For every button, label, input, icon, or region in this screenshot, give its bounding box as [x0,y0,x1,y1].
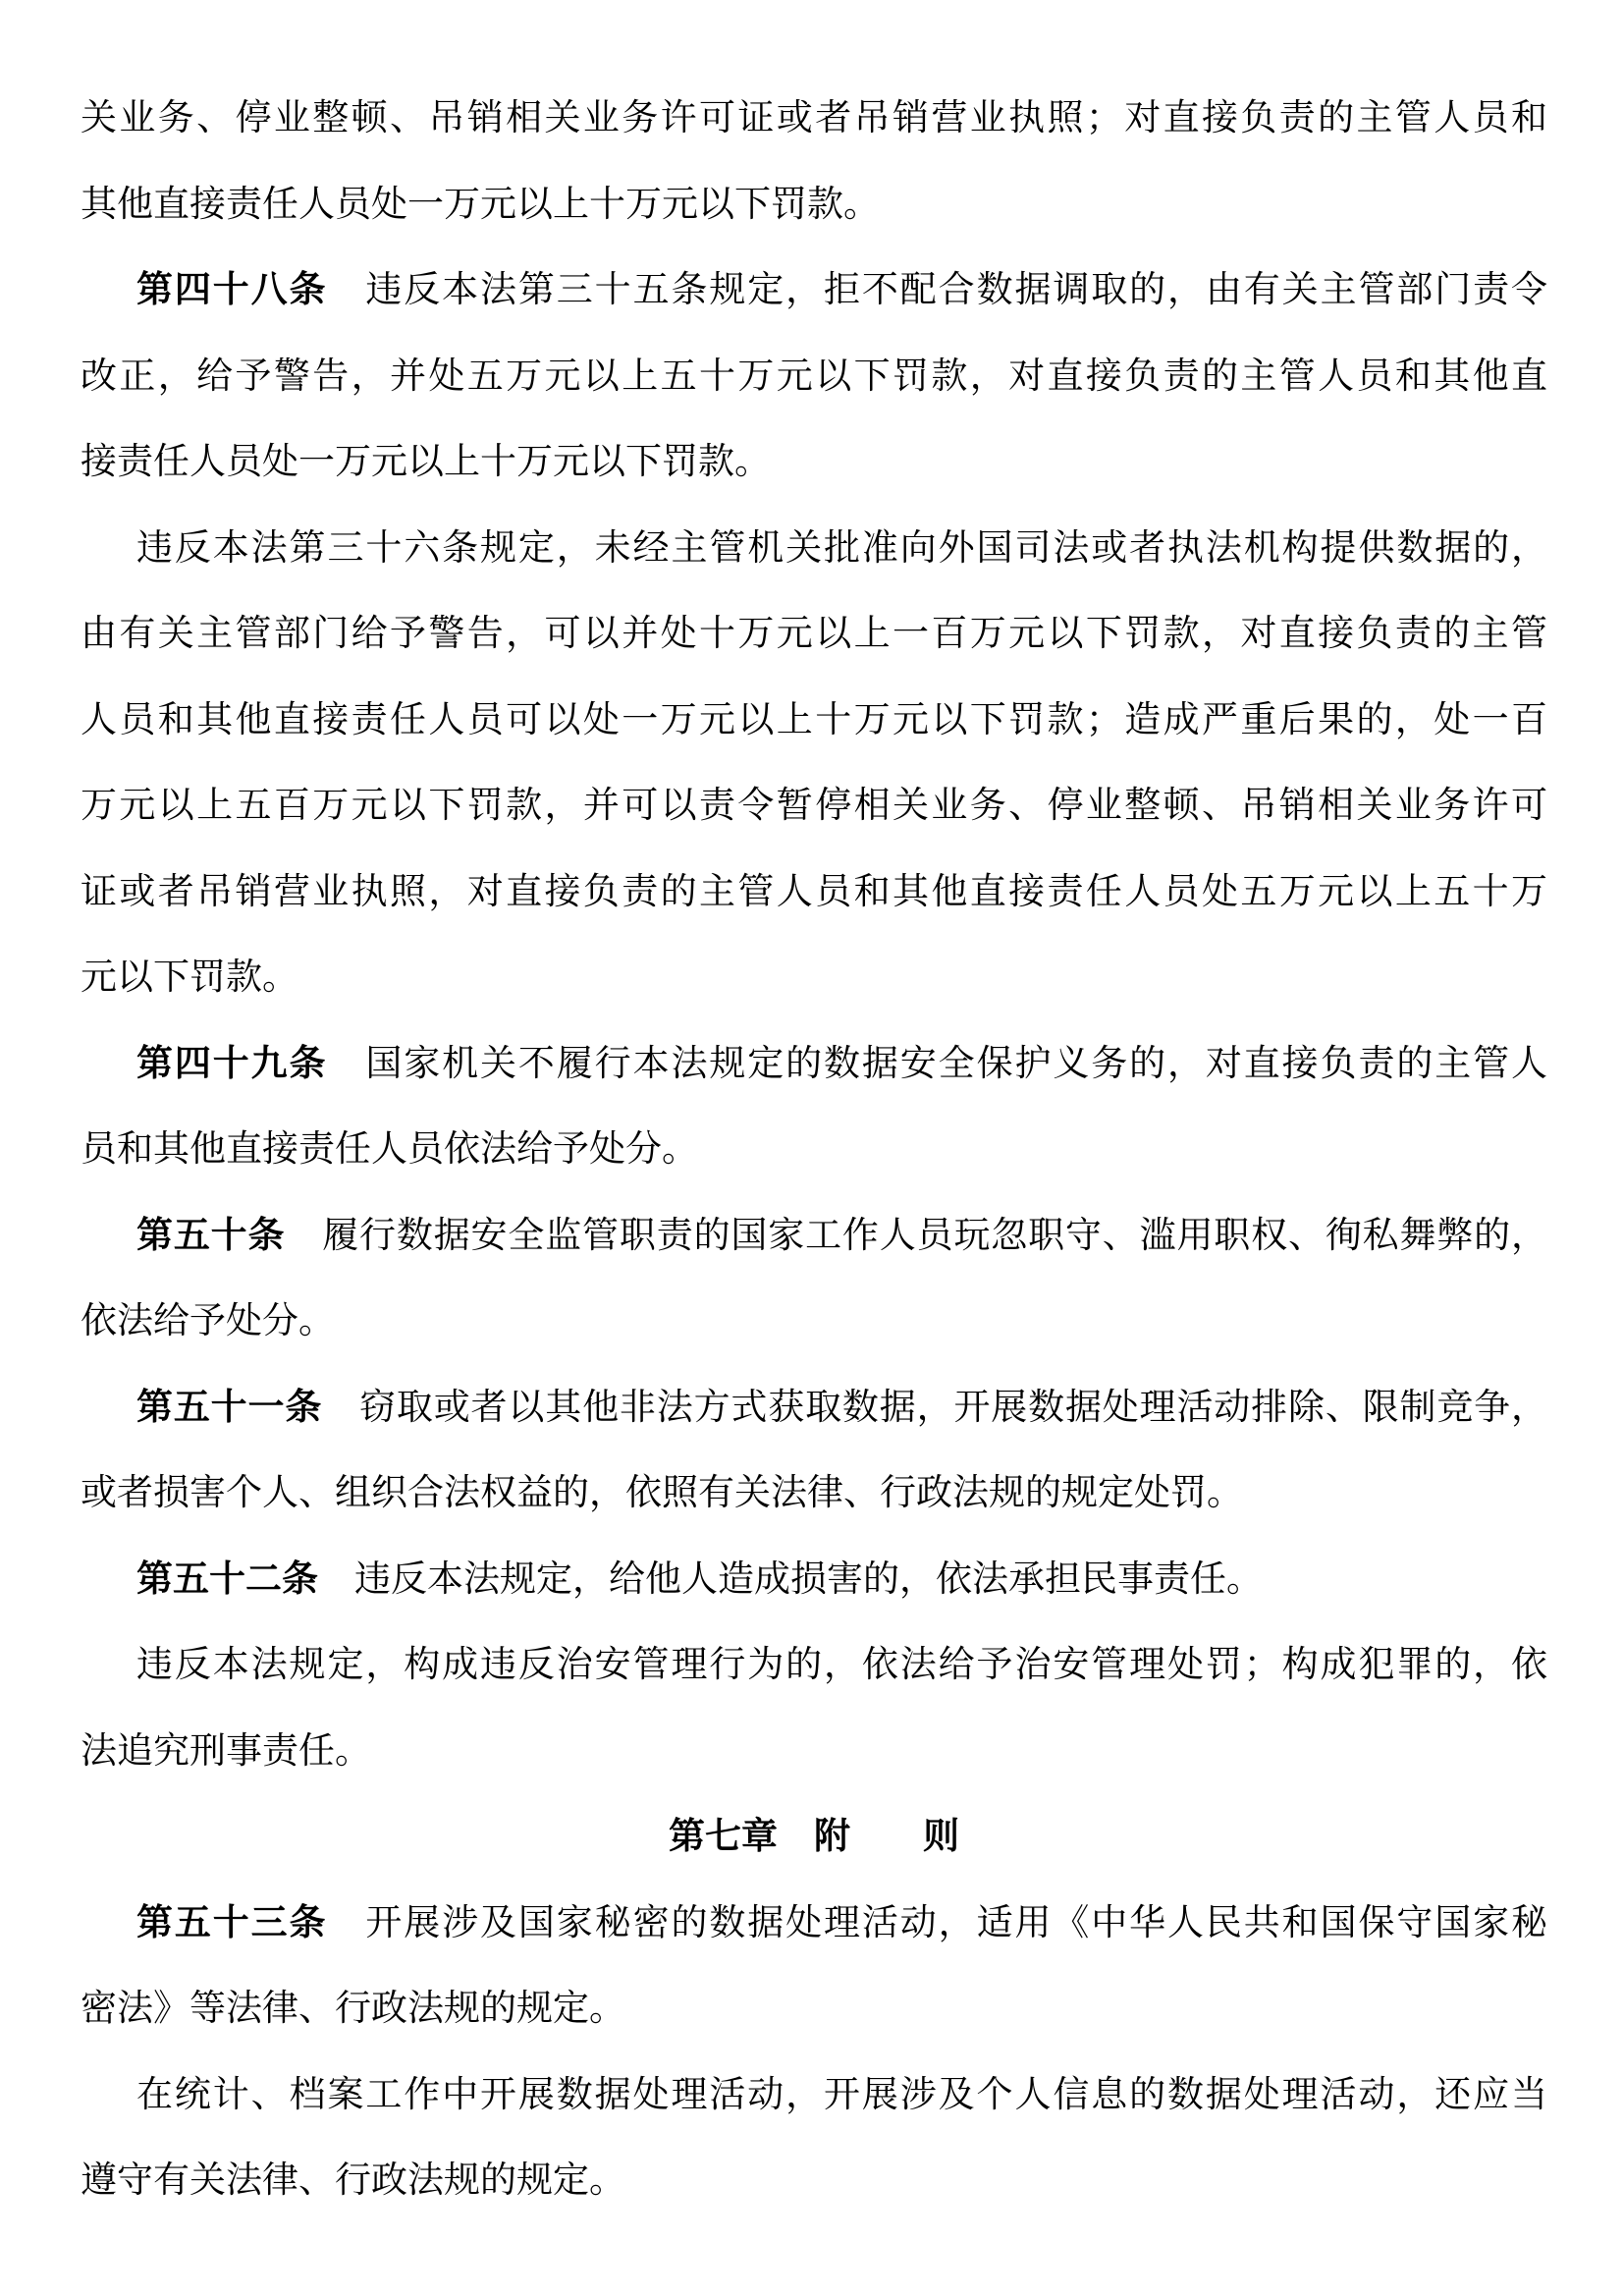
text-line: 违反本法规定，构成违反治安管理行为的，依法给予治安管理处罚；构成犯罪的，依 [136,1643,1547,1685]
text-line: 密法》等法律、行政法规的规定。 [81,1987,625,2029]
chapter-heading: 第七章 附 则 [669,1814,959,1857]
text-line: 法追究刑事责任。 [81,1728,371,1772]
text-line: 关业务、停业整顿、吊销相关业务许可证或者吊销营业执照；对直接负责的主管人员和 [81,96,1547,138]
article-number: 第五十三条 [136,1899,328,1943]
text-line [81,1880,1547,1966]
text-line [81,1536,1547,1622]
text-line: 改正，给予警告，并处五万元以上五十万元以下罚款，对直接负责的主管人员和其他直 [81,354,1547,397]
line-text: 窃取或者以其他非法方式获取数据，开展数据处理活动排除、限制竞争， [358,1385,1548,1428]
article-number: 第四十八条 [136,267,328,310]
text-line [81,1020,1547,1107]
article-number: 第五十一条 [136,1384,323,1428]
line-text: 开展涉及国家秘密的数据处理活动，适用《中华人民共和国保守国家秘 [363,1900,1548,1943]
paragraph-continuation [81,75,1547,246]
text-line: 员和其他直接责任人员依法给予处分。 [81,1127,698,1170]
paragraph-article-51 [81,1364,1547,1536]
paragraph-article-48-clause-2 [81,505,1547,1020]
document-page [81,75,1547,2223]
text-line: 依法给予处分。 [81,1299,335,1341]
line-text: 国家机关不履行本法规定的数据安全保护义务的，对直接负责的主管人 [363,1041,1548,1084]
article-number: 第五十二条 [136,1556,318,1600]
article-number: 第四十九条 [136,1040,328,1084]
text-line: 由有关主管部门给予警告，可以并处十万元以上一百万元以下罚款，对直接负责的主管 [81,612,1547,654]
line-text: 违反本法规定，给他人造成损害的，依法承担民事责任。 [354,1557,1263,1600]
text-line: 万元以上五百万元以下罚款，并可以责令暂停相关业务、停业整顿、吊销相关业务许可 [81,784,1547,826]
text-line [81,1192,1547,1279]
text-line: 遵守有关法律、行政法规的规定。 [81,2159,625,2201]
text-line: 在统计、档案工作中开展数据处理活动，开展涉及个人信息的数据处理活动，还应当 [136,2072,1547,2115]
text-line: 违反本法第三十六条规定，未经主管机关批准向外国司法或者执法机构提供数据的， [136,525,1547,569]
paragraph-article-49 [81,1020,1547,1192]
paragraph-article-53 [81,1880,1547,2051]
text-line [81,1364,1547,1450]
paragraph-article-53-clause-2 [81,2051,1547,2223]
text-line: 其他直接责任人员处一万元以上十万元以下罚款。 [81,182,880,225]
text-line: 人员和其他直接责任人员可以处一万元以上十万元以下罚款；造成严重后果的，处一百 [81,697,1547,740]
paragraph-article-50 [81,1192,1547,1364]
paragraph-article-52 [81,1536,1547,1622]
text-line: 或者损害个人、组织合法权益的，依照有关法律、行政法规的规定处罚。 [81,1471,1243,1513]
text-line: 证或者吊销营业执照，对直接负责的主管人员和其他直接责任人员处五万元以上五十万 [81,869,1547,912]
text-line: 接责任人员处一万元以上十万元以下罚款。 [81,440,771,482]
text-line: 元以下罚款。 [81,956,298,998]
paragraph-article-52-clause-2 [81,1621,1547,1793]
paragraph-article-48 [81,246,1547,505]
line-text: 履行数据安全监管职责的国家工作人员玩忽职守、滥用职权、徇私舞弊的， [321,1213,1548,1256]
line-text: 违反本法第三十五条规定，拒不配合数据调取的，由有关主管部门责令 [363,268,1548,310]
text-line [81,246,1547,333]
article-number: 第五十条 [136,1212,286,1256]
